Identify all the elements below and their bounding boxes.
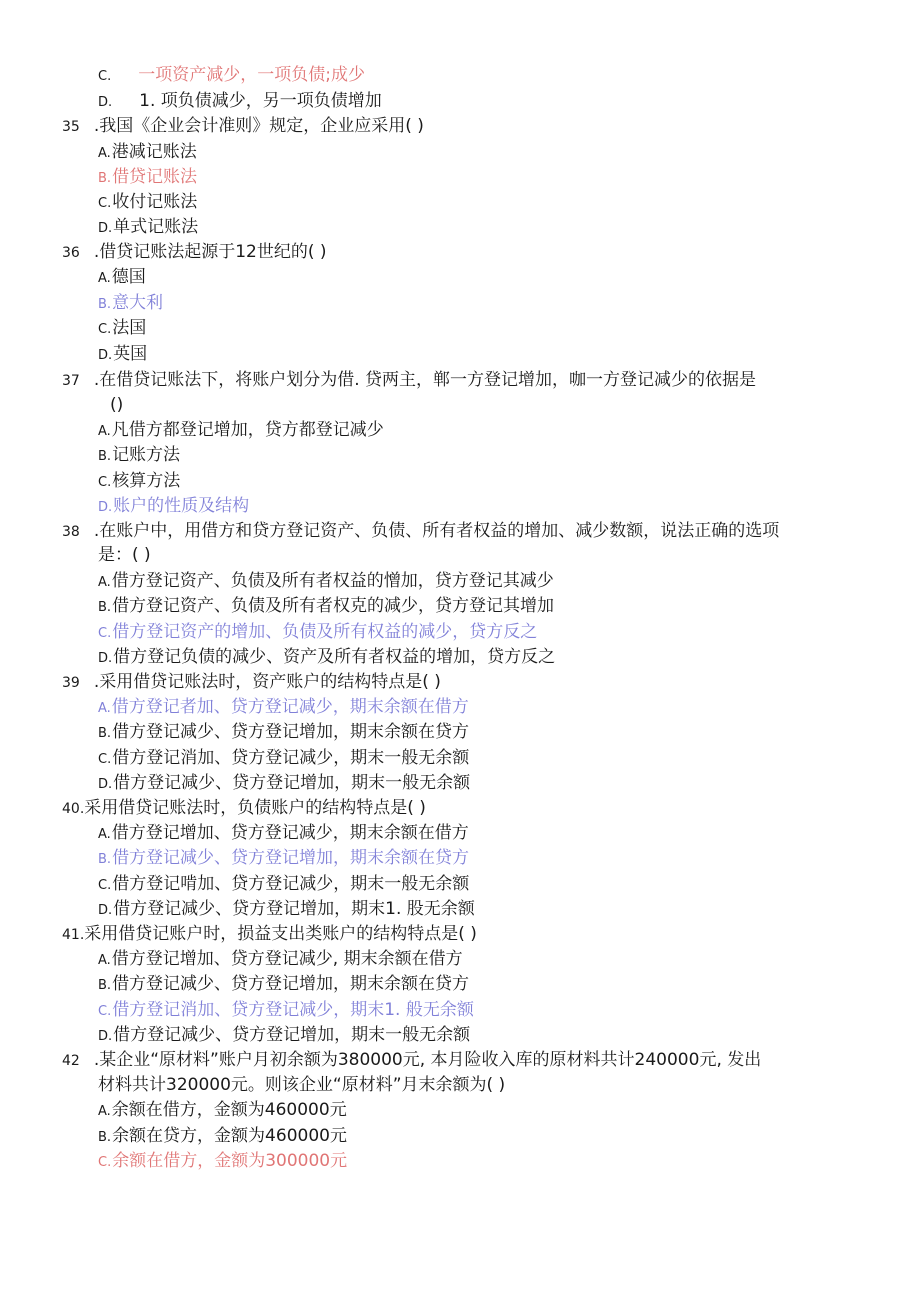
option-c-line: C.借方登记啃加、贷方登记减少，期末一般无余额 (98, 874, 470, 894)
option-c-line: C.核算方法 (98, 471, 181, 491)
option-d-line: D.单式记账法 (98, 217, 199, 237)
option-d-line: D.账户的性质及结构 (98, 496, 250, 516)
option-a-line: A.凡借方都登记增加，贷方都登记减少 (98, 420, 384, 440)
question-text: 采用借贷记账户时，损益支出类账户的结构特点是( ) (84, 924, 477, 944)
question-36: 36 .借贷记账法起源于12世纪的( ) (62, 242, 327, 262)
question-text: .在账户中，用借方和贷方登记资产、负债、所有者权益的增加、减少数额，说法正确的选项 (93, 521, 780, 541)
option-c-line: C.借方登记消加、贷方登记减少，期末1. 般无余额 (98, 1000, 474, 1020)
option-a-line: A.借方登记资产、负债及所有者权益的憎加，贷方登记其减少 (98, 571, 554, 591)
option-b-line: B.借方登记减少、贷方登记增加，期末余额在贷方 (98, 974, 470, 994)
option-d-line: D.英国 (98, 344, 148, 364)
question-39: 39 .采用借贷记账法时，资产账户的结构特点是( ) (62, 672, 441, 692)
question-text: .在借贷记账法下，将账户划分为借. 贷两主，郸一方登记增加，咖一方登记减少的依据是 (93, 370, 757, 390)
option-b-line: B.借贷记账法 (98, 167, 198, 187)
option-d-line: D.借方登记减少、贷方登记增加，期末一般无余额 (98, 1025, 471, 1045)
option-b-line: B.借方登记资产、负债及所有者权克的减少，贷方登记其增加 (98, 596, 555, 616)
question-text: .采用借贷记账法时，资产账户的结构特点是( ) (93, 672, 441, 692)
option-a-line: A.借方登记增加、贷方登记减少，期末余额在借方 (98, 823, 469, 843)
option-a-line: A.借方登记者加、贷方登记减少，期末余额在借方 (98, 697, 469, 717)
question-text: .我国《企业会计准则》规定，企业应采用( ) (93, 116, 424, 136)
question-41: 41.采用借贷记账户时，损益支出类账户的结构特点是( ) (62, 924, 477, 944)
option-a-line: A.港减记账法 (98, 142, 197, 162)
option-a-line: A.余额在借方，金额为460000元 (98, 1100, 347, 1120)
option-text: 一项资产减少，一项负债;成少 (138, 65, 365, 85)
question-37: 37 .在借贷记账法下，将账户划分为借. 贷两主，郸一方登记增加，咖一方登记减少的依据是 (62, 370, 757, 390)
option-d-line: D.借方登记减少、贷方登记增加，期末1. 股无余额 (98, 899, 475, 919)
question-42: 42 .某企业“原材料”账户月初余额为380000元, 本月险收入库的原材料共计240000元, 发出 (62, 1050, 762, 1070)
option-c-line: C.借方登记消加、贷方登记减少，期末一般无余额 (98, 748, 470, 768)
option-b-line: B.余额在贷方，金额为460000元 (98, 1126, 347, 1146)
answer-parens: () (110, 395, 124, 415)
option-b-line: B.记账方法 (98, 445, 181, 465)
question-text: 采用借贷记账法时，负债账户的结构特点是( ) (84, 798, 426, 818)
option-c-line: C.余额在借方，金额为300000元 (98, 1151, 348, 1171)
option-c-line: C. 一项资产减少，一项负债;成少 (98, 65, 365, 85)
question-continuation: 是：( ) (98, 545, 151, 565)
option-c-line: C.借方登记资产的增加、负债及所有权益的减少，贷方反之 (98, 622, 538, 642)
option-d-line: D.借方登记负债的减少、资产及所有者权益的增加，贷方反之 (98, 647, 556, 667)
option-a-line: A.德国 (98, 267, 146, 287)
option-d-line: D. 1. 项负债减少，另一项负债增加 (98, 91, 382, 111)
option-b-line: B.意大利 (98, 293, 164, 313)
option-c-line: C.收付记账法 (98, 192, 198, 212)
question-continuation: 材料共计320000元。则该企业“原材料”月末余额为( ) (98, 1075, 506, 1095)
option-d-line: D.借方登记减少、贷方登记增加，期末一般无余额 (98, 773, 471, 793)
option-b-line: B.借方登记减少、贷方登记增加，期末余额在贷方 (98, 848, 470, 868)
question-text: .借贷记账法起源于12世纪的( ) (93, 242, 327, 262)
option-c-line: C.法国 (98, 318, 147, 338)
question-38: 38 .在账户中，用借方和贷方登记资产、负债、所有者权益的增加、减少数额，说法正确的选项 (62, 521, 780, 541)
question-40: 40.采用借贷记账法时，负债账户的结构特点是( ) (62, 798, 426, 818)
option-a-line: A.借方登记增加、贷方登记减少, 期末余额在借方 (98, 949, 463, 969)
question-35: 35 .我国《企业会计准则》规定，企业应采用( ) (62, 116, 424, 136)
option-b-line: B.借方登记减少、贷方登记增加，期末余额在贷方 (98, 722, 470, 742)
option-text: 1. 项负债减少，另一项负债增加 (139, 91, 382, 111)
question-text: .某企业“原材料”账户月初余额为380000元, 本月险收入库的原材料共计240000元, 发出 (93, 1050, 762, 1070)
